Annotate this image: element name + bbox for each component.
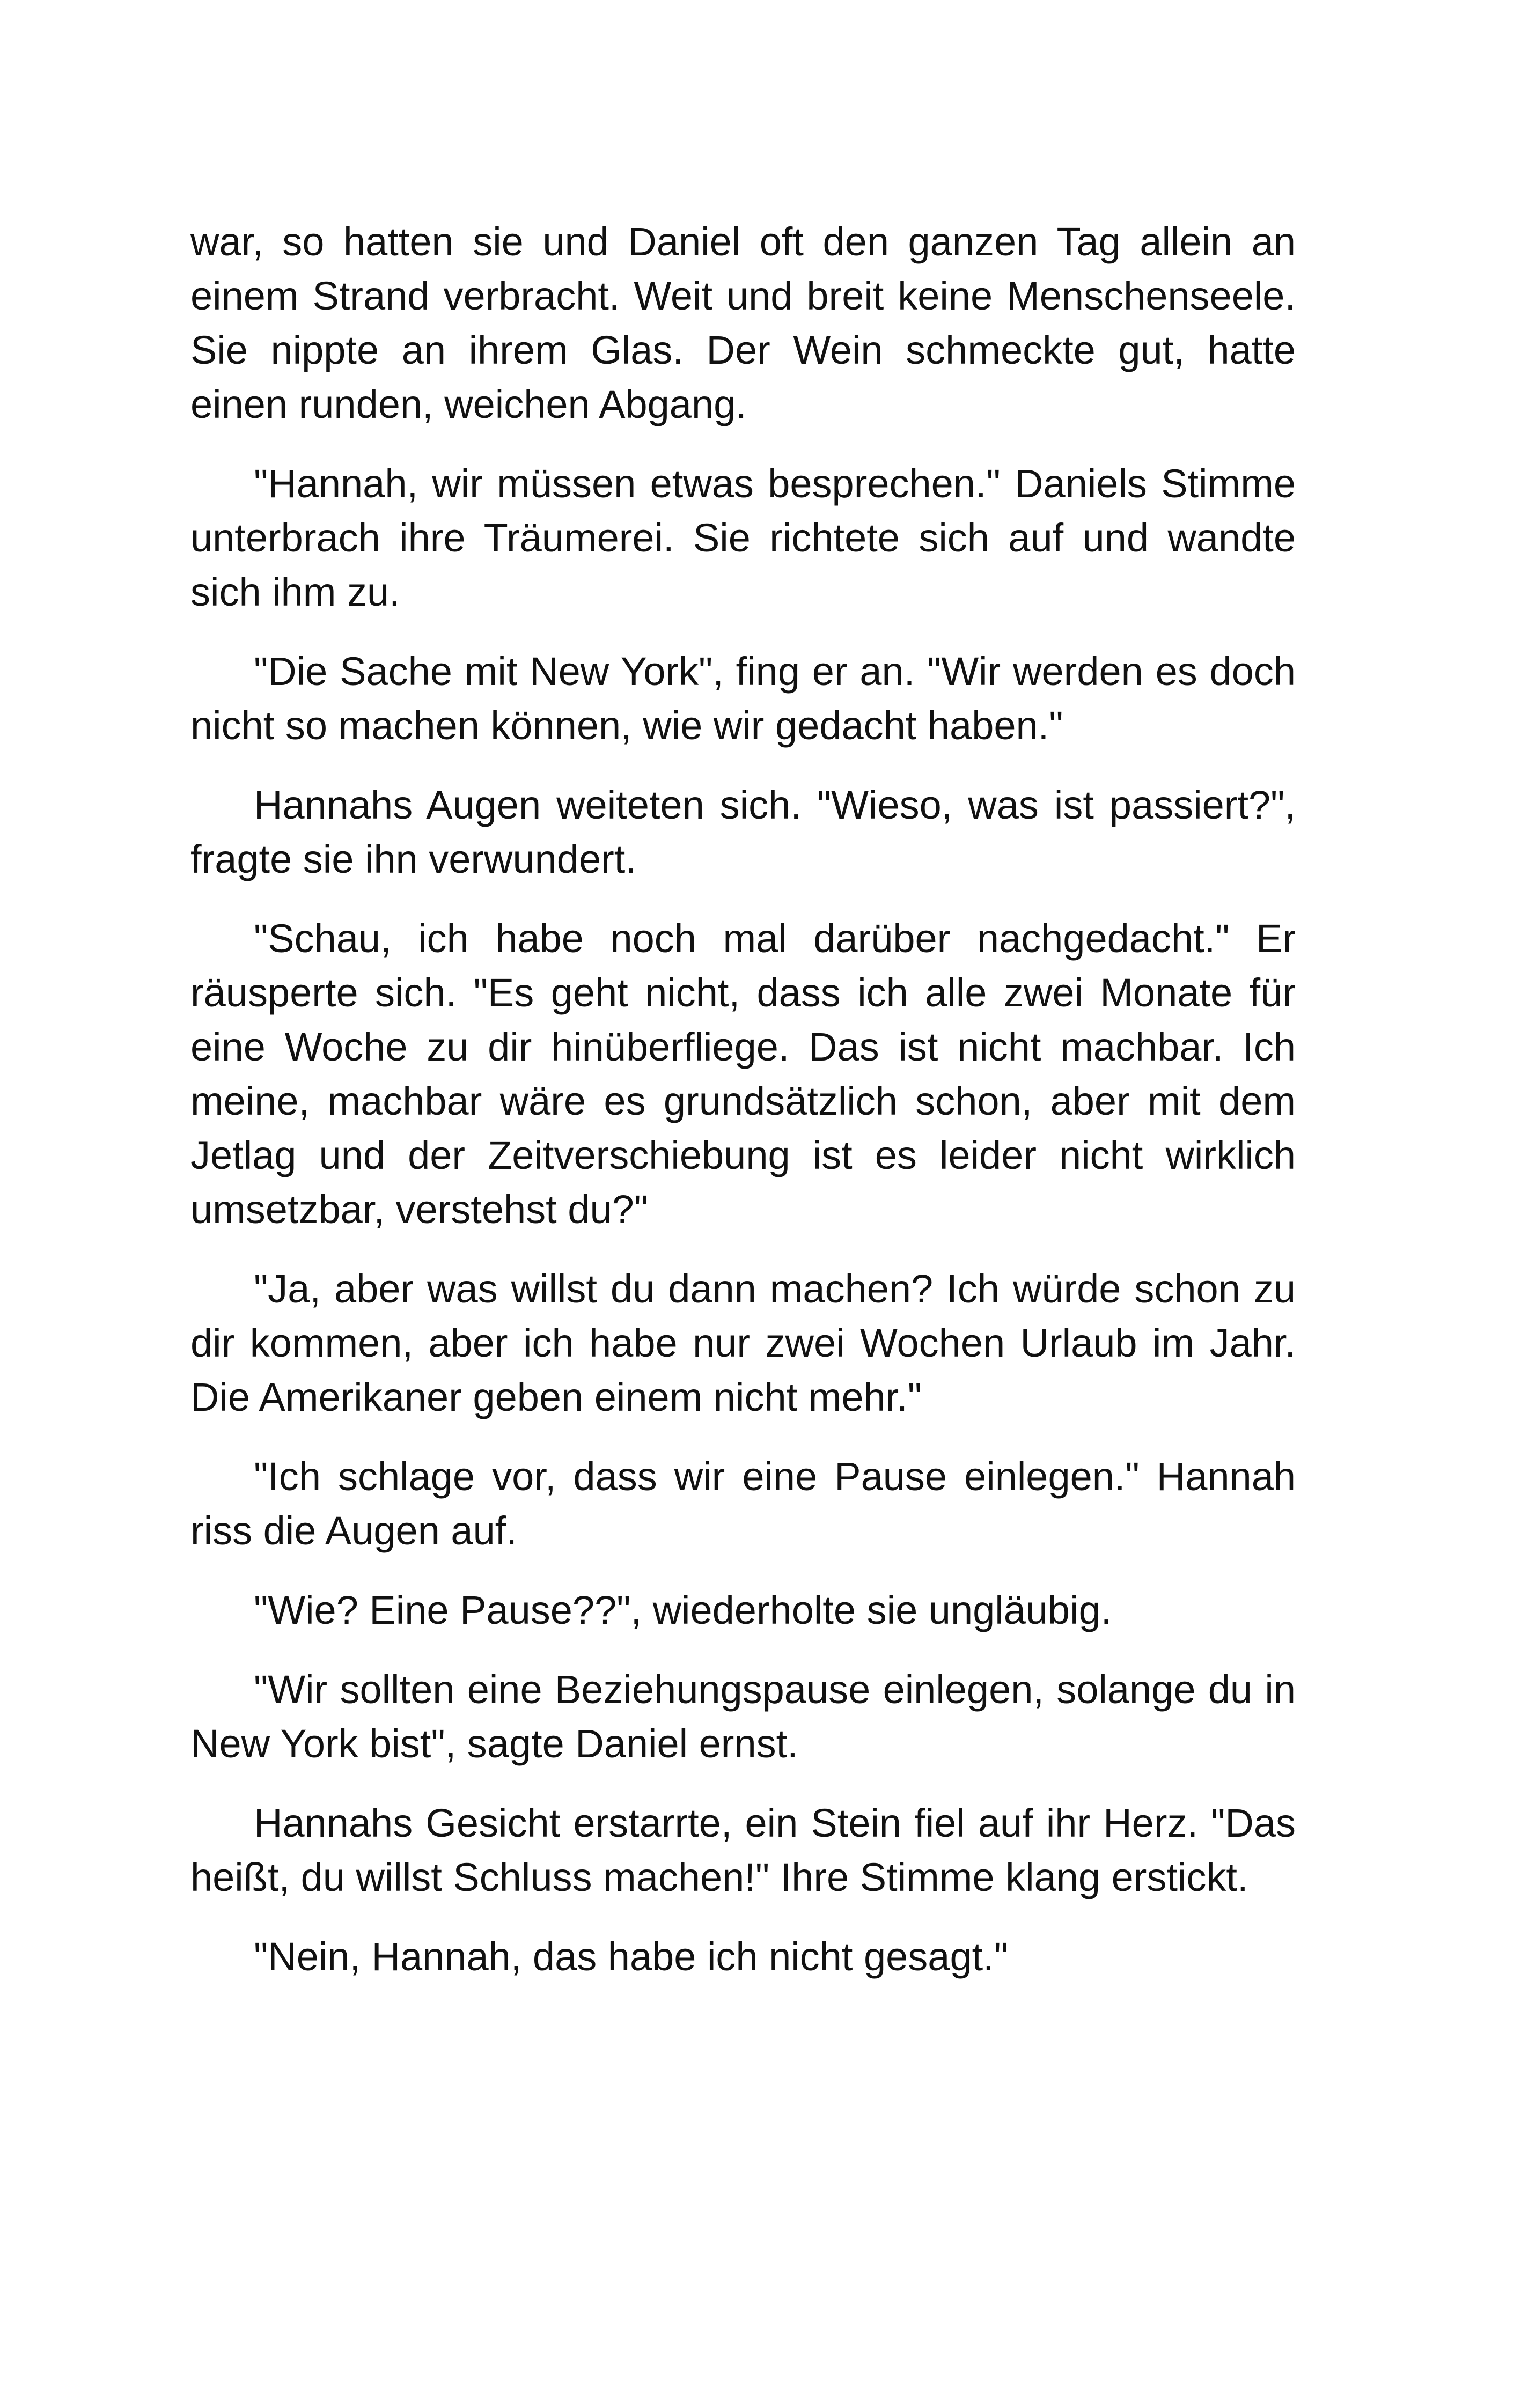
paragraph: war, so hatten sie und Daniel oft den ganzen Tag allein an einem Strand verbracht. Weit und breit keine Menschenseele. Sie nippte an ihrem Glas. Der Wein schmeckte gut, hatte einen runden, weichen Abgang. (190, 219, 1296, 426)
paragraph: "Die Sache mit New York", fing er an. "Wir werden es doch nicht so machen können, wie wir gedacht haben." (190, 649, 1296, 748)
paragraph: Hannahs Augen weiteten sich. "Wieso, was ist passiert?", fragte sie ihn verwundert. (190, 783, 1296, 881)
paragraph: "Schau, ich habe noch mal darüber nachgedacht." Er räusperte sich. "Es geht nicht, dass ich alle zwei Monate für eine Woche zu dir hinüberfliege. Das ist nicht machbar. Ich meine, machbar wäre es grundsätzlich schon, aber mit dem Jetlag und der Zeitverschiebung ist es leider nicht wirklich umsetzbar, verstehst du?" (190, 916, 1296, 1232)
paragraph: "Wie? Eine Pause??", wiederholte sie ungläubig. (254, 1588, 1112, 1632)
paragraph: "Ich schlage vor, dass wir eine Pause einlegen." Hannah riss die Augen auf. (190, 1454, 1296, 1553)
paragraph: Hannahs Gesicht erstarrte, ein Stein fiel auf ihr Herz. "Das heißt, du willst Schluss machen!" Ihre Stimme klang erstickt. (190, 1801, 1296, 1899)
paragraph: "Hannah, wir müssen etwas besprechen." Daniels Stimme unterbrach ihre Träumerei. Sie richtete sich auf und wandte sich ihm zu. (190, 461, 1296, 614)
paragraph: "Wir sollten eine Beziehungspause einlegen, solange du in New York bist", sagte Daniel ernst. (190, 1667, 1296, 1766)
paragraph: "Ja, aber was willst du dann machen? Ich würde schon zu dir kommen, aber ich habe nur zwei Wochen Urlaub im Jahr. Die Amerikaner geben einem nicht mehr." (190, 1266, 1296, 1419)
paragraph: "Nein, Hannah, das habe ich nicht gesagt." (254, 1934, 1008, 1979)
page-body-text (190, 215, 1296, 2009)
